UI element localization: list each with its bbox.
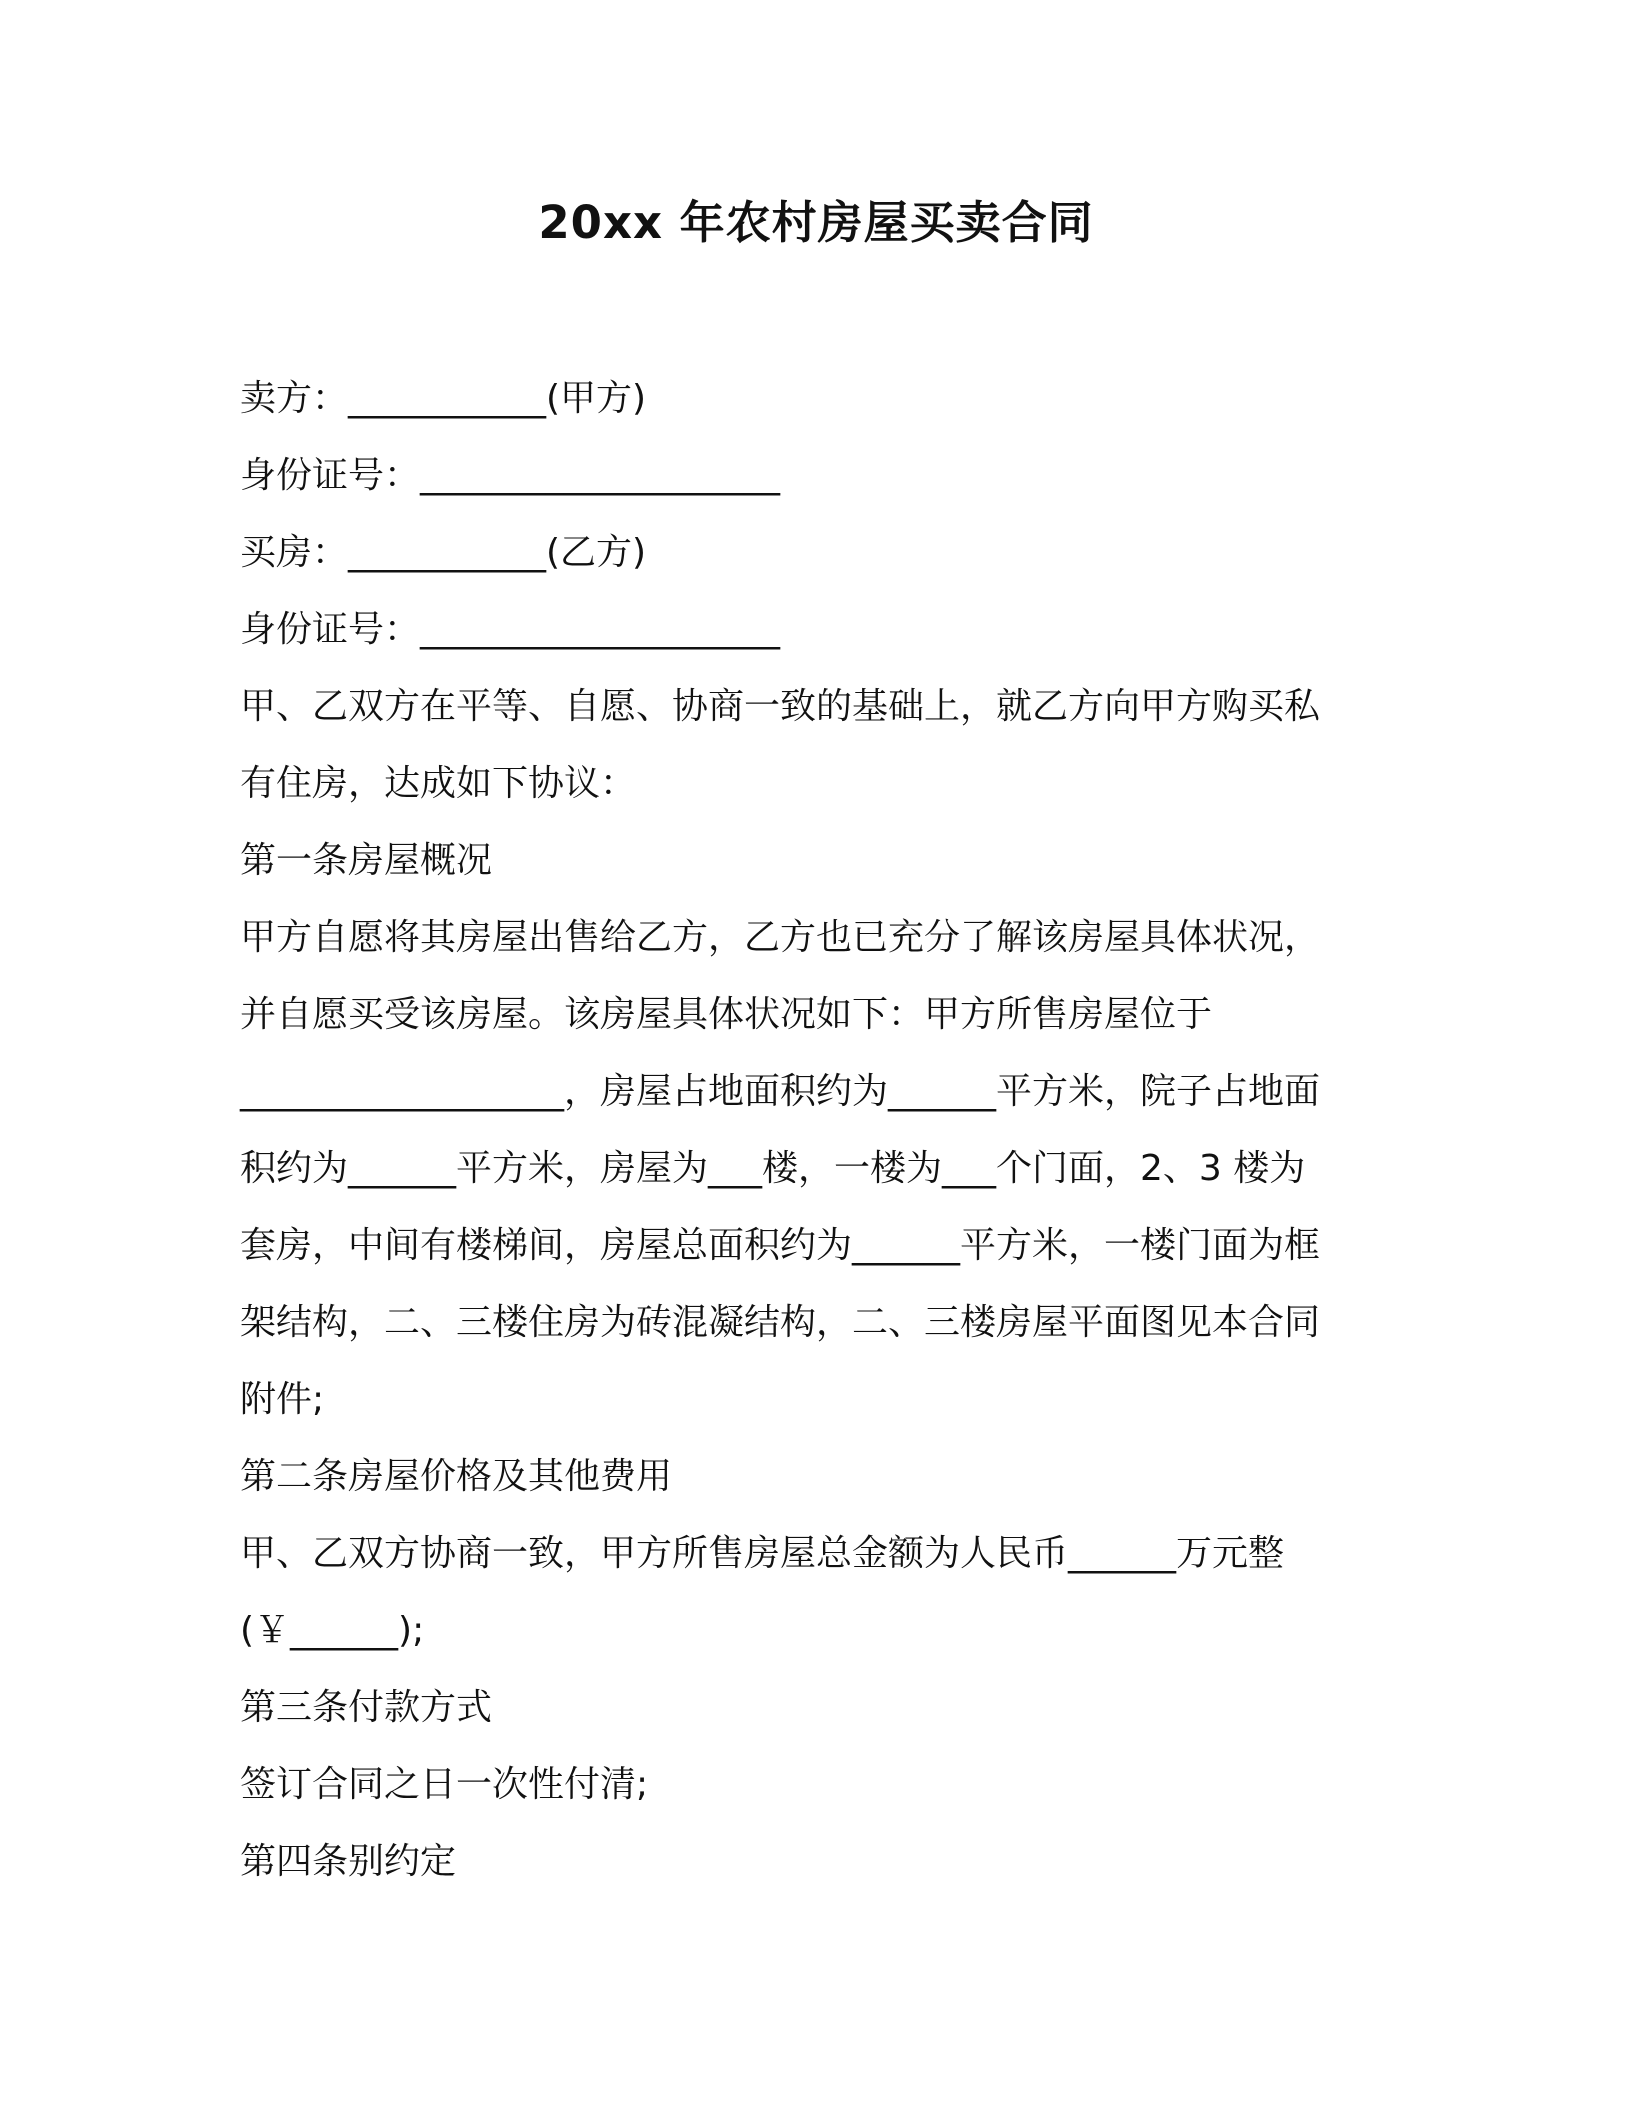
paragraph-line: (￥______); [240,1610,425,1651]
buyer-id-line: 身份证号：____________________ [240,609,781,650]
paragraph-line: 套房，中间有楼梯间，房屋总面积约为______平方米，一楼门面为框 [240,1225,1321,1266]
buyer-line: 买房：___________(乙方) [240,532,647,573]
paragraph-line: 有住房，达成如下协议： [240,763,637,804]
paragraph-line: 签订合同之日一次性付清; [240,1764,649,1805]
paragraph-line: 架结构，二、三楼住房为砖混凝结构，二、三楼房屋平面图见本合同 [240,1302,1321,1343]
paragraph-line: 积约为______平方米，房屋为___楼，一楼为___个门面，2、3 楼为 [240,1148,1306,1189]
article-heading: 第四条别约定 [240,1841,457,1882]
seller-id-line: 身份证号：____________________ [240,455,781,496]
article-heading: 第一条房屋概况 [240,840,493,881]
article-heading: 第二条房屋价格及其他费用 [240,1456,673,1497]
paragraph-line: 甲、乙双方协商一致，甲方所售房屋总金额为人民币______万元整 [240,1533,1285,1574]
paragraph-line: 并自愿买受该房屋。该房屋具体状况如下：甲方所售房屋位于 [240,994,1213,1035]
paragraph-line: 甲、乙双方在平等、自愿、协商一致的基础上，就乙方向甲方购买私 [240,686,1321,727]
document-title: 20xx 年农村房屋买卖合同 [538,196,1094,249]
paragraph-line: 甲方自愿将其房屋出售给乙方，乙方也已充分了解该房屋具体状况， [240,917,1321,958]
article-heading: 第三条付款方式 [240,1687,493,1728]
seller-line: 卖方：___________(甲方) [240,378,647,419]
document-body [240,360,1380,1900]
paragraph-line: 附件; [240,1379,325,1420]
paragraph-line: __________________，房屋占地面积约为______平方米，院子占地面 [240,1071,1321,1112]
